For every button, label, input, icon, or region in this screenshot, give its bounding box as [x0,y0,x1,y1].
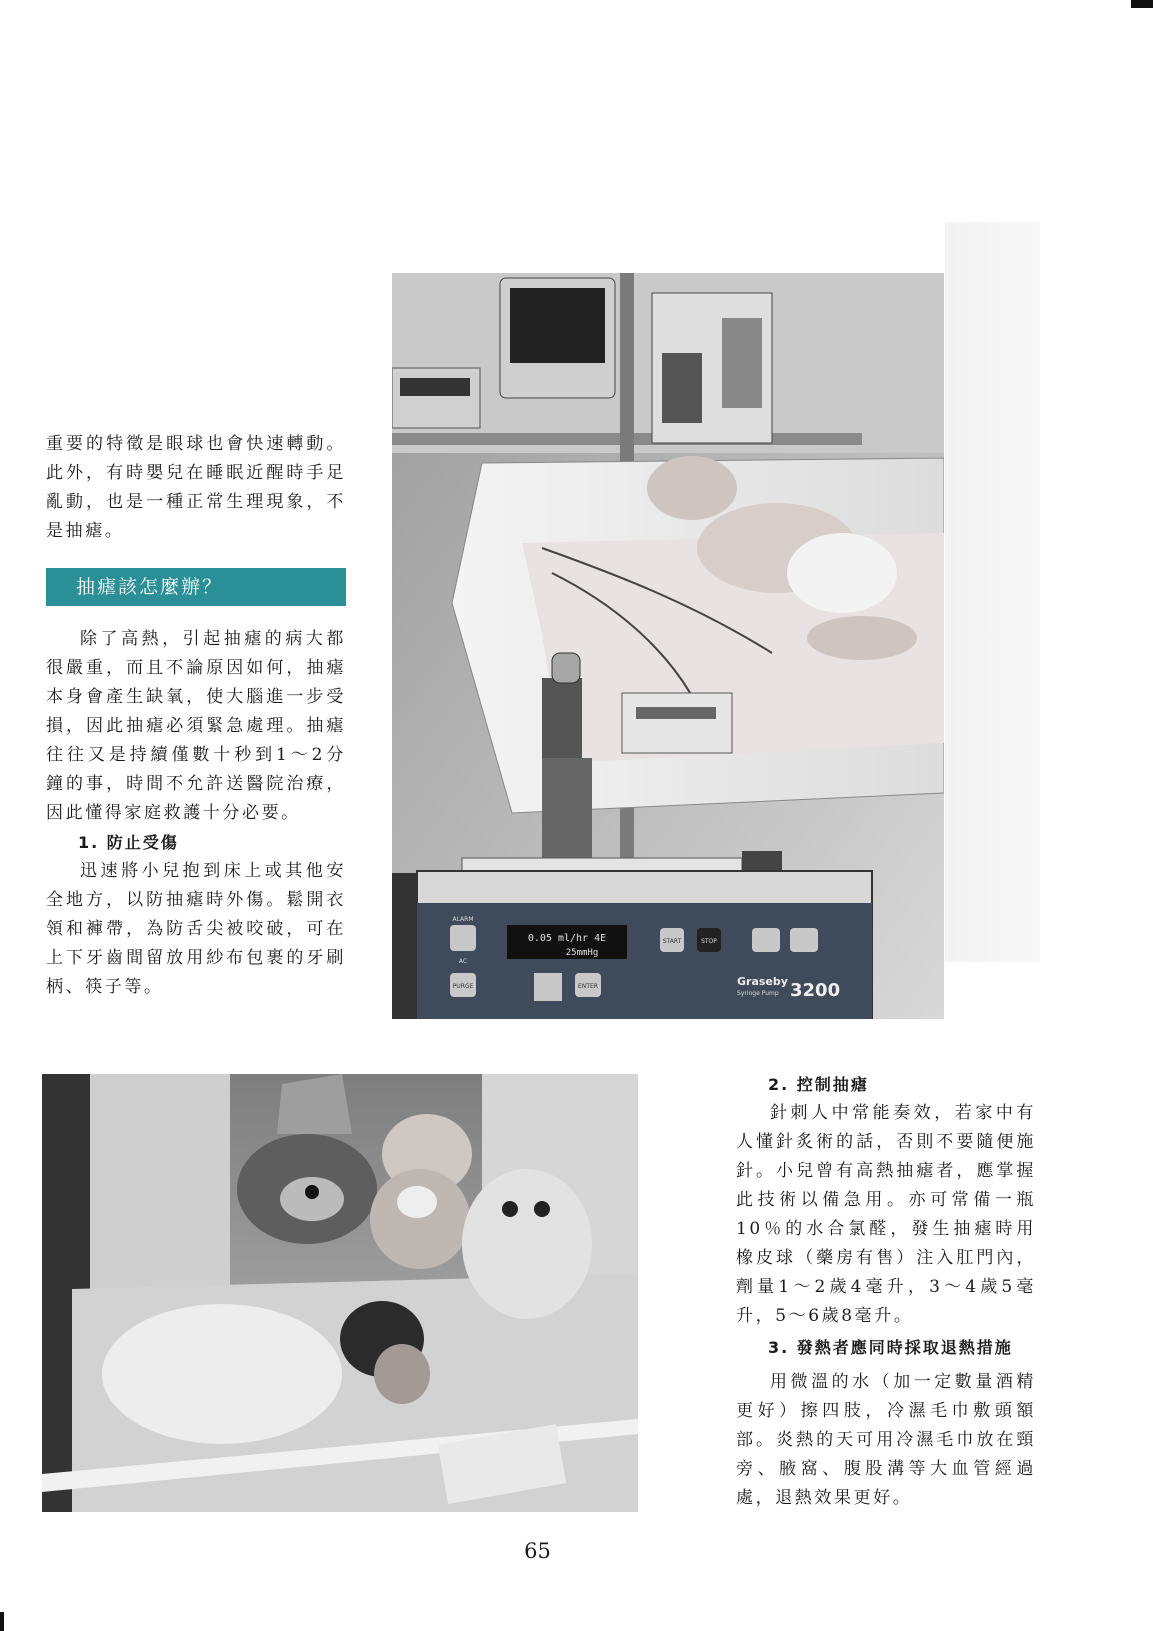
pump-mode-button-2 [790,928,818,952]
pump-model: 3200 [790,980,841,1001]
subheading-2: 2. 控制抽瘧 [768,1075,869,1094]
body-paragraph-3: 針刺人中常能奏效，若家中有人懂針炙術的話，否則不要隨便施針。小兒曾有高熱抽瘧者，應掌握此技術以備急用。亦可常備一瓶10％的水合氯醛，發生抽瘧時用橡皮球（藥房有售）注入肛門內，劑量1～2歲4毫升，3～4歲5毫升，5～6歲8毫升。 [736,1103,1036,1326]
bleed-through-shadow [945,222,1040,962]
photo-infant-syringe-pump-svg [392,273,944,1019]
pump-start-label: START [662,938,682,945]
page-number: 65 [524,1539,551,1563]
pump-purge-label: PURGE [452,983,474,990]
pump-display-line1: 0.05 ml/hr 4E [527,933,607,944]
left-body-block [46,625,346,1002]
pump-brand: Graseby [737,975,788,988]
pump-brand-sub: Syringe Pump [737,990,779,997]
pump-stop-label: STOP [701,938,717,945]
pump-alarm-label: ALARM [452,916,474,923]
right-body-block [736,1070,1036,1513]
edge-mark [0,1612,4,1631]
body-paragraph-1: 除了高熱，引起抽瘧的病大都很嚴重，而且不論原因如何，抽瘧本身會產生缺氧，使大腦進一步受損，因此抽瘧必須緊急處理。抽瘧往往又是持續僅數十秒到1～2分鐘的事，時間不允許送醫院治療，因此懂得家庭救護十分必要。 [46,629,346,823]
pump-ac-label: AC [458,958,468,965]
body-paragraph-2: 迅速將小兒抱到床上或其他安全地方，以防抽瘧時外傷。鬆開衣領和褲帶，為防舌尖被咬破，可在上下牙齒間留放用紗布包裹的牙刷柄、筷子等。 [46,861,346,997]
pump-mode-button-1 [752,928,780,952]
pump-arrow-buttons [534,973,562,1001]
body-paragraph-4: 用微溫的水（加一定數量酒精更好）擦四肢，冷濕毛巾敷頭額部。炎熱的天可用冷濕毛巾放在頸旁、腋窩、腹股溝等大血管經過處，退熱效果更好。 [736,1372,1036,1508]
photo-baby-crib-toys-svg [42,1074,638,1512]
intro-paragraph: 重要的特徵是眼球也會快速轉動。此外，有時嬰兒在睡眠近醒時手足亂動，也是一種正常生理現象，不是抽瘧。 [46,434,346,541]
intro-paragraph-block [46,430,346,546]
subheading-1: 1. 防止受傷 [78,833,179,852]
pump-display-line2: 25mmHg [565,948,599,958]
section-heading: 抽瘧該怎麼辦？ [46,568,346,606]
corner-crop-mark [1131,0,1153,8]
subheading-3: 3. 發熱者應同時採取退熱措施 [768,1338,1013,1357]
pump-enter-label: ENTER [578,983,598,990]
photo-baby-crib-toys [42,1074,638,1512]
pump-alarm-button [450,925,476,951]
photo-infant-syringe-pump [392,273,944,1019]
